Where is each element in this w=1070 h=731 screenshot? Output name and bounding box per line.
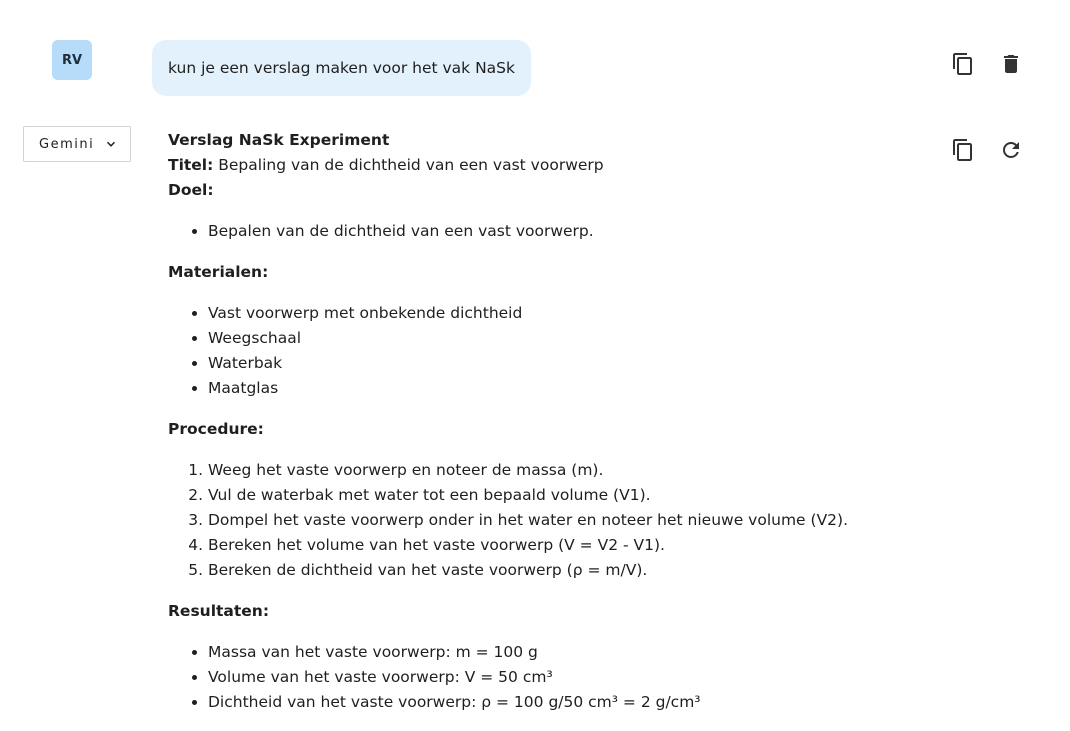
- trash-icon: [999, 52, 1023, 76]
- list-item: • Massa van het vaste voorwerp: m = 100 g: [208, 640, 908, 665]
- list-item: • Volume van het vaste voorwerp: V = 50 cm³: [208, 665, 908, 690]
- title-line: [168, 153, 908, 178]
- materials-list: [168, 301, 908, 401]
- model-selector-dropdown[interactable]: [23, 126, 131, 162]
- model-selector-label: Gemini: [39, 136, 95, 152]
- procedure-label: Procedure:: [168, 420, 264, 438]
- goal-label: Doel:: [168, 181, 214, 199]
- procedure-list: [168, 458, 908, 583]
- user-avatar: RV: [52, 40, 92, 80]
- list-item: 2. Vul de waterbak met water tot een bepaald volume (V1).: [208, 483, 908, 508]
- copy-icon: [951, 138, 975, 162]
- list-item: 4. Bereken het volume van het vaste voorwerp (V = V2 - V1).: [208, 533, 908, 558]
- results-label: Resultaten:: [168, 602, 270, 620]
- list-item: • Waterbak: [208, 351, 908, 376]
- copy-icon: [951, 52, 975, 76]
- copy-user-message-button[interactable]: [948, 49, 978, 79]
- goal-list: [168, 219, 908, 244]
- assistant-response: [168, 128, 908, 731]
- refresh-icon: [999, 138, 1023, 162]
- list-item: 5. Bereken de dichtheid van het vaste voorwerp (ρ = m/V).: [208, 558, 908, 583]
- list-item: • Maatglas: [208, 376, 908, 401]
- chevron-down-icon: [104, 137, 118, 151]
- copy-response-button[interactable]: [948, 135, 978, 165]
- regenerate-response-button[interactable]: [996, 135, 1026, 165]
- list-item: 1. Weeg het vaste voorwerp en noteer de massa (m).: [208, 458, 908, 483]
- list-item: 3. Dompel het vaste voorwerp onder in het water en noteer het nieuwe volume (V2).: [208, 508, 908, 533]
- response-heading: Verslag NaSk Experiment: [168, 131, 390, 149]
- delete-user-message-button[interactable]: [996, 49, 1026, 79]
- user-message: kun je een verslag maken voor het vak NaSk: [152, 40, 531, 96]
- list-item: • Vast voorwerp met onbekende dichtheid: [208, 301, 908, 326]
- list-item: • Dichtheid van het vaste voorwerp: ρ = 100 g/50 cm³ = 2 g/cm³: [208, 690, 908, 715]
- list-item: • Bepalen van de dichtheid van een vast voorwerp.: [208, 219, 908, 244]
- title-value: Bepaling van de dichtheid van een vast voorwerp: [213, 156, 604, 174]
- results-list: [168, 640, 908, 715]
- materials-label: Materialen:: [168, 263, 269, 281]
- list-item: • Weegschaal: [208, 326, 908, 351]
- title-label: Titel:: [168, 156, 214, 174]
